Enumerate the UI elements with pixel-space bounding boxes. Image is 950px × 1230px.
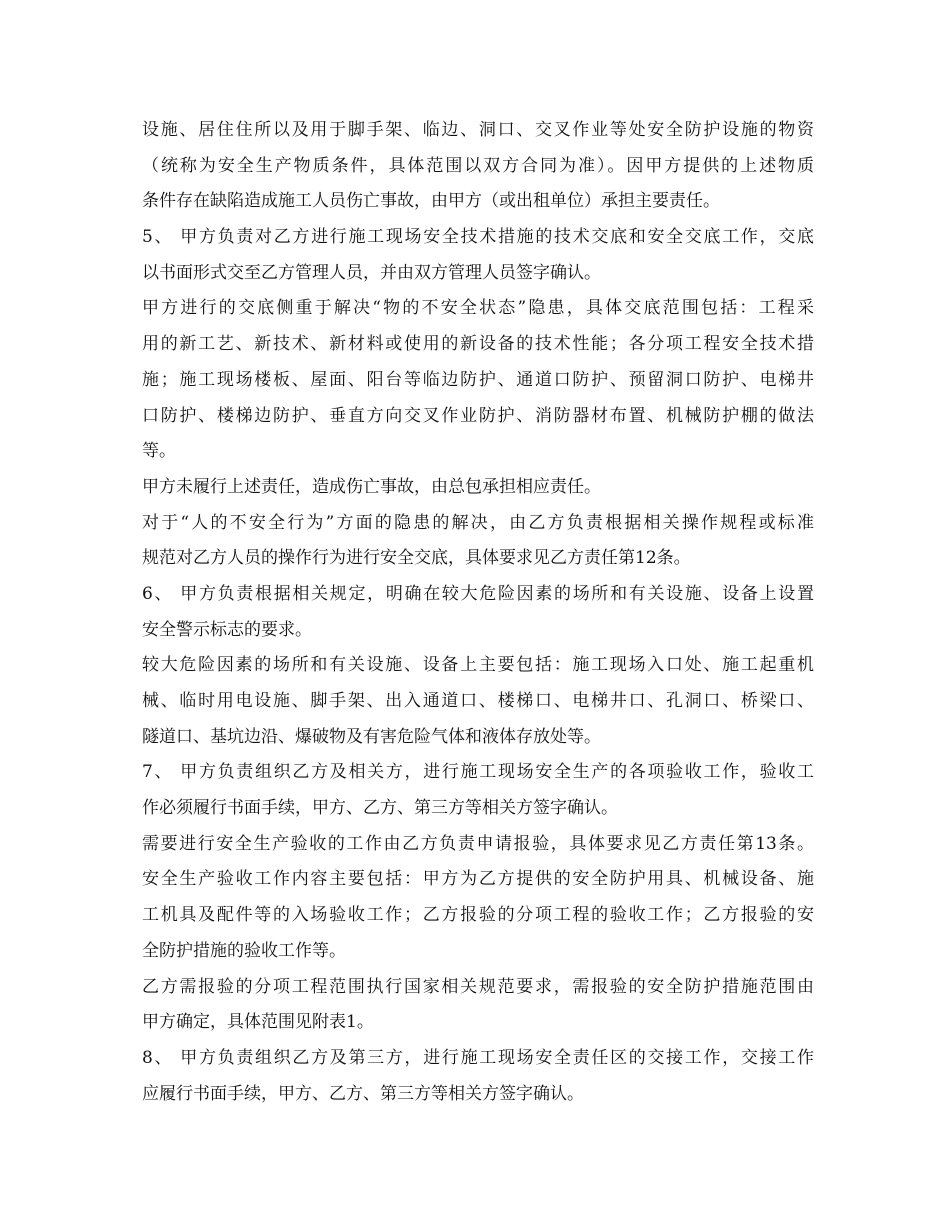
document-body (142, 113, 814, 1112)
text-line: 械、临时用电设施、脚手架、出入通道口、楼梯口、电梯井口、孔洞口、桥梁口、 (142, 691, 814, 711)
text-line: 应履行书面手续，甲方、乙方、第三方等相关方签字确认。 (142, 1083, 584, 1104)
text-line: 施；施工现场楼板、屋面、阳台等临边防护、通道口防护、预留洞口防护、电梯井 (142, 369, 814, 390)
text-line: 甲方未履行上述责任，造成伤亡事故，由总包承担相应责任。 (142, 476, 601, 497)
text-line: 等。 (142, 441, 176, 462)
text-line: 安全生产验收工作内容主要包括：甲方为乙方提供的安全防护用具、机械设备、施 (142, 869, 814, 890)
text-line: 8、 甲方负责组织乙方及第三方，进行施工现场安全责任区的交接工作，交接工作 (142, 1047, 814, 1068)
text-line: 6、 甲方负责根据相关规定，明确在较大危险因素的场所和有关设施、设备上设置 (142, 583, 814, 604)
text-line: 7、 甲方负责组织乙方及相关方，进行施工现场安全生产的各项验收工作，验收工 (142, 762, 814, 783)
text-line: 甲方进行的交底侧重于解决“物的不安全状态”隐患，具体交底范围包括：工程采 (142, 298, 814, 319)
text-line: 条件存在缺陷造成施工人员伤亡事故，由甲方（或出租单位）承担主要责任。 (142, 191, 720, 212)
text-line: 口防护、楼梯边防护、垂直方向交叉作业防护、消防器材布置、机械防护棚的做法 (142, 405, 814, 426)
text-line: 规范对乙方人员的操作行为进行安全交底，具体要求见乙方责任第12条。 (142, 548, 691, 569)
text-line: （统称为安全生产物质条件，具体范围以双方合同为准）。因甲方提供的上述物质 (142, 155, 814, 176)
text-line: 以书面形式交至乙方管理人员，并由双方管理人员签字确认。 (142, 262, 601, 283)
text-line: 作必须履行书面手续，甲方、乙方、第三方等相关方签字确认。 (142, 798, 618, 819)
text-line: 甲方确定，具体范围见附表1。 (142, 1012, 374, 1033)
text-line: 工机具及配件等的入场验收工作；乙方报验的分项工程的验收工作；乙方报验的安 (142, 905, 814, 926)
text-line: 安全警示标志的要求。 (142, 619, 312, 640)
text-line: 隧道口、基坑边沿、爆破物及有害危险气体和液体存放处等。 (142, 726, 601, 747)
text-line: 5、 甲方负责对乙方进行施工现场安全技术措施的技术交底和安全交底工作，交底 (142, 227, 814, 248)
text-line: 对于“人的不安全行为”方面的隐患的解决，由乙方负责根据相关操作规程或标准 (142, 512, 814, 533)
text-line: 用的新工艺、新技术、新材料或使用的新设备的技术性能；各分项工程安全技术措 (142, 334, 814, 355)
text-line: 全防护措施的验收工作等。 (142, 940, 346, 961)
text-line: 需要进行安全生产验收的工作由乙方负责申请报验，具体要求见乙方责任第13条。 (142, 833, 814, 854)
text-line: 乙方需报验的分项工程范围执行国家相关规范要求，需报验的安全防护措施范围由 (142, 976, 814, 997)
text-line: 设施、居住住所以及用于脚手架、临边、洞口、交叉作业等处安全防护设施的物资 (142, 120, 814, 140)
text-line: 较大危险因素的场所和有关设施、设备上主要包括：施工现场入口处、施工起重机 (142, 655, 814, 676)
